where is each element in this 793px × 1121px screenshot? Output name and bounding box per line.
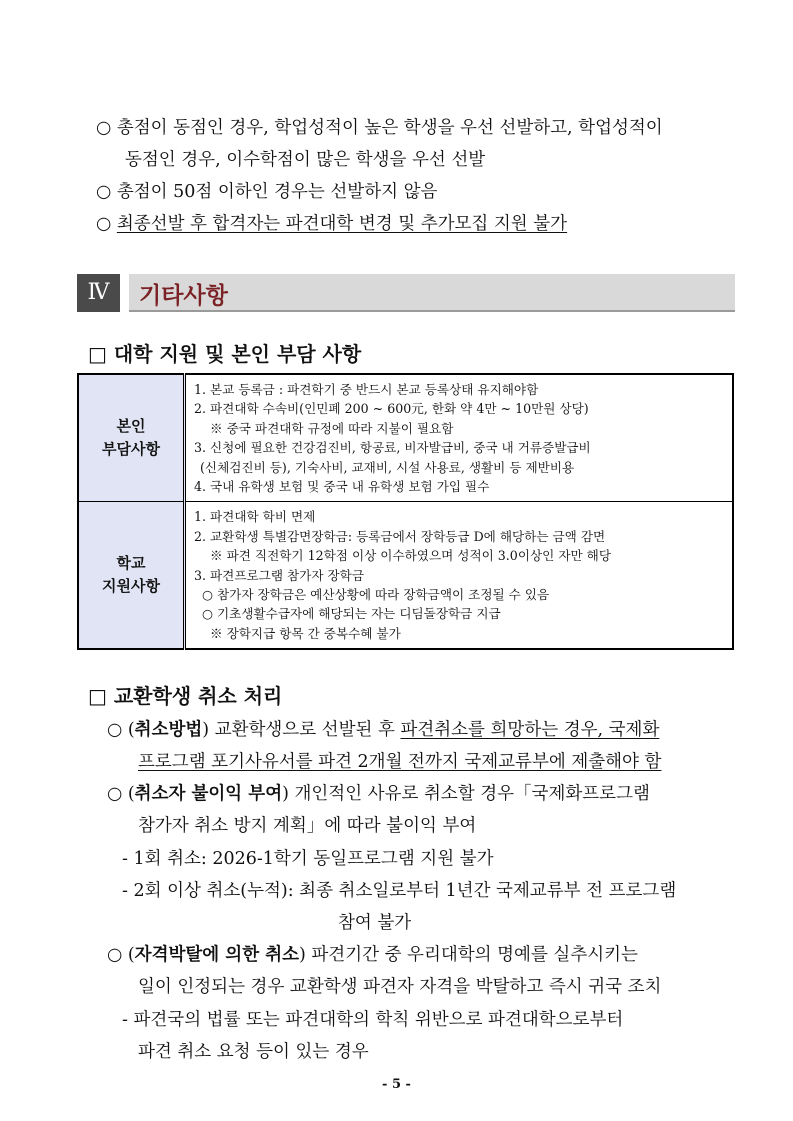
content-line: 1. 파견대학 학비 면제: [194, 509, 316, 525]
bullet-min-score: ○ 총점이 50점 이하인 경우는 선발하지 않음: [96, 182, 438, 202]
bullet-marker: ○: [107, 945, 123, 965]
bullet-final-selection: [96, 210, 567, 235]
content-line: 3. 신청에 필요한 건강검진비, 항공료, 비자발급비, 중국 내 거류증발급비: [194, 440, 591, 456]
cancel-penalty-sub2-line1: - 2회 이상 취소(누적): 최종 취소일로부터 1년간 국제교류부 전 프로그램: [122, 881, 677, 901]
content-line: (신체검진비 등), 기숙사비, 교재비, 시설 사용료, 생활비 등 제반비용: [200, 459, 575, 475]
content-line: 4. 국내 유학생 보험 및 중국 내 유학생 보험 가입 필수: [194, 479, 490, 495]
row-header-line: 부담사항: [102, 440, 160, 459]
cancel-penalty-sub2-line2: 참여 불가: [338, 913, 412, 933]
cancel-method-line2: 프로그램 포기사유서를 파견 2개월 전까지 국제교류부에 제출해야 함: [138, 752, 662, 772]
cancel-heading: □ 교환학생 취소 처리: [88, 684, 283, 708]
cancel-penalty-line1: ○ (취소자 불이익 부여) 개인적인 사유로 취소할 경우「국제화프로그램: [107, 784, 650, 804]
revocation-line1: ○ (자격박탈에 의한 취소) 파견기간 중 우리대학의 명예를 실추시키는: [107, 945, 638, 965]
row-content: [185, 374, 734, 502]
cancel-penalty-text: 개인적인 사유로 취소할 경우「국제화프로그램: [288, 784, 650, 804]
section-number: Ⅳ: [77, 274, 120, 312]
content-line: 1. 본교 등록금 : 파견학기 중 반드시 본교 등록상태 유지해야함: [194, 382, 539, 397]
page-number: - 5 -: [382, 1077, 411, 1092]
support-heading: □ 대학 지원 및 본인 부담 사항: [88, 342, 362, 366]
cancel-method-label: 취소방법: [134, 720, 203, 740]
content-line: ○ 참가자 장학금은 예산상황에 따라 장학금액이 조정될 수 있음: [202, 587, 550, 603]
row-header-line: 본인: [116, 417, 146, 436]
content-line: ○ 기초생활수급자에 해당되는 자는 디딤돌장학금 지급: [202, 606, 501, 622]
bullet-marker: ○: [96, 214, 112, 234]
row-header: [78, 374, 185, 502]
content-line: ※ 중국 파견대학 규정에 따라 지불이 필요함: [210, 420, 454, 436]
revocation-label: 자격박탈에 의한 취소: [134, 945, 300, 965]
content-line: 3. 파견프로그램 참가자 장학금: [194, 567, 365, 583]
revocation-sub1-line2: 파견 취소 요청 등이 있는 경우: [138, 1042, 369, 1062]
cancel-method-underlined: 파견취소를 희망하는 경우, 국제화: [400, 720, 660, 740]
section-title: 기타사항: [139, 283, 228, 309]
revocation-text: 파견기간 중 우리대학의 명예를 실추시키는: [305, 945, 638, 965]
support-table: [77, 373, 734, 650]
cancel-method-line1: ○ (취소방법) 교환학생으로 선발된 후 파견취소를 희망하는 경우, 국제화: [107, 720, 660, 740]
bullet-marker: ○: [107, 720, 123, 740]
content-line: 2. 교환학생 특별감면장학금: 등록금에서 장학등급 D에 해당하는 금액 감면: [194, 528, 606, 544]
cancel-penalty-label: 취소자 불이익 부여: [134, 784, 283, 804]
bullet-tiebreak-line1: ○ 총점이 동점인 경우, 학업성적이 높은 학생을 우선 선발하고, 학업성적이: [96, 118, 663, 138]
cancel-penalty-line2: 참가자 취소 방지 계획」에 따라 불이익 부여: [138, 816, 477, 836]
cancel-penalty-sub1: - 1회 취소: 2026-1학기 동일프로그램 지원 불가: [122, 849, 494, 869]
row-header: [78, 502, 185, 649]
content-line: ※ 장학지급 항목 간 중복수혜 불가: [210, 625, 401, 641]
row-header-line: 지원사항: [102, 577, 160, 596]
revocation-line2: 일이 인정되는 경우 교환학생 파견자 자격을 박탈하고 즉시 귀국 조치: [138, 977, 662, 997]
revocation-sub1-line1: - 파견국의 법률 또는 파견대학의 학칙 위반으로 파견대학으로부터: [122, 1010, 624, 1030]
bullet-tiebreak-line2: 동점인 경우, 이수학점이 많은 학생을 우선 선발: [125, 150, 486, 170]
content-line: 2. 파견대학 수속비(인민폐 200 ~ 600元, 한화 약 4만 ~ 10만원 상당): [194, 401, 589, 417]
bullet-marker: ○: [107, 784, 123, 804]
row-header-line: 학교: [116, 554, 146, 573]
table-row: [78, 374, 733, 502]
row-content: [185, 502, 734, 649]
table-row: [78, 502, 733, 649]
final-selection-text: 최종선발 후 합격자는 파견대학 변경 및 추가모집 지원 불가: [116, 214, 568, 234]
content-line: ※ 파견 직전학기 12학점 이상 이수하였으며 성적이 3.0이상인 자만 해당: [210, 548, 611, 564]
section-title-bar: [129, 274, 735, 312]
cancel-method-text: 교환학생으로 선발된 후: [209, 720, 401, 740]
